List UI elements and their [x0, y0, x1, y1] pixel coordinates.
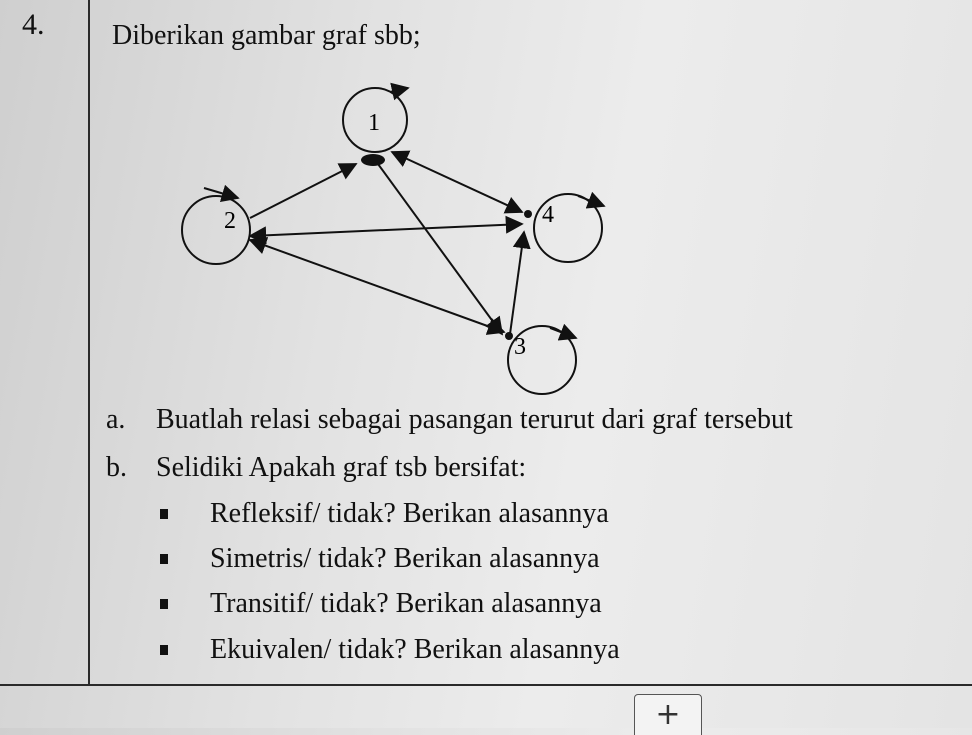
node-label-1: 1	[368, 110, 380, 136]
bullet-marker	[160, 554, 168, 564]
bullet-item	[210, 634, 620, 666]
bullet-marker	[160, 599, 168, 609]
part-a	[106, 404, 793, 436]
bullet-marker	[160, 509, 168, 519]
bullet-text: Refleksif/ tidak? Berikan alasannya	[210, 498, 609, 529]
question-intro: Diberikan gambar graf sbb;	[112, 20, 421, 51]
part-a-text: Buatlah relasi sebagai pasangan terurut dari graf tersebut	[156, 404, 793, 435]
node-label-4: 4	[542, 202, 554, 228]
part-a-label: a.	[106, 404, 126, 435]
part-b	[106, 452, 526, 484]
bullet-item	[210, 498, 609, 530]
add-button[interactable]: +	[634, 694, 702, 735]
edge-2-4	[250, 224, 522, 236]
part-b-label: b.	[106, 452, 127, 483]
node-4-dot	[524, 210, 532, 218]
loop-node-2	[182, 188, 250, 264]
edge-2-1	[250, 164, 356, 218]
bullet-item	[210, 543, 600, 575]
node-label-3: 3	[514, 334, 526, 360]
bullet-marker	[160, 645, 168, 655]
table-bottom-border	[0, 684, 972, 686]
node-3-dot	[505, 332, 513, 340]
part-b-text: Selidiki Apakah graf tsb bersifat:	[156, 452, 527, 483]
bullet-text: Ekuivalen/ tidak? Berikan alasannya	[210, 634, 620, 665]
node-label-2: 2	[224, 208, 236, 234]
edge-3-4	[510, 232, 524, 334]
bullet-text: Simetris/ tidak? Berikan alasannya	[210, 543, 600, 574]
bullet-item	[210, 588, 602, 620]
directed-graph	[160, 78, 620, 398]
edge-1-4	[392, 152, 522, 212]
question-number: 4.	[22, 8, 45, 41]
column-divider	[88, 0, 90, 686]
bullet-text: Transitif/ tidak? Berikan alasannya	[210, 588, 602, 619]
node-1-dot	[361, 154, 385, 166]
